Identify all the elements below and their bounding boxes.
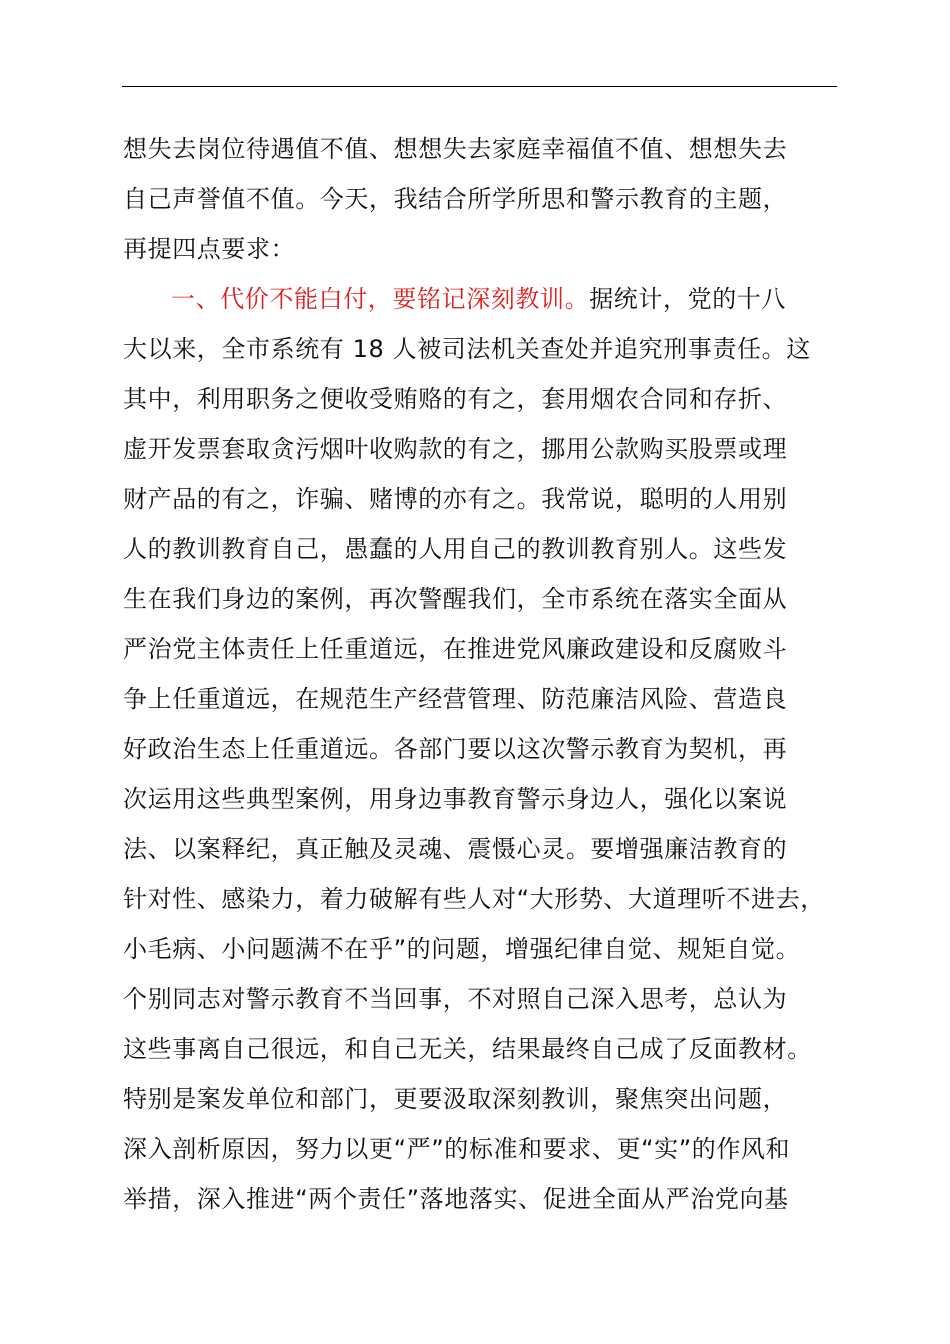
- header-rule: [122, 86, 837, 87]
- text-line-19: 这些事离自己很远，和自己无关，结果最终自己成了反面教材。: [123, 1035, 812, 1063]
- text-line-20: 特别是案发单位和部门，更要汲取深刻教训，聚焦突出问题，: [123, 1085, 788, 1113]
- text-line-11: 严治党主体责任上任重道远，在推进党风廉政建设和反腐败斗: [123, 635, 788, 663]
- text-line-2: 自己声誉值不值。今天，我结合所学所思和警示教育的主题，: [123, 185, 788, 213]
- text-line-1: 想失去岗位待遇值不值、想想失去家庭幸福值不值、想想失去: [123, 135, 788, 163]
- text-line-13: 好政治生态上任重道远。各部门要以这次警示教育为契机，再: [123, 735, 788, 763]
- text-line-15: 法、以案释纪，真正触及灵魂、震慑心灵。要增强廉洁教育的: [123, 835, 788, 863]
- text-line-21: 深入剖析原因，努力以更“严”的标准和要求、更“实”的作风和: [123, 1135, 791, 1163]
- text-line-17: 小毛病、小问题满不在乎”的问题，增强纪律自觉、规矩自觉。: [123, 935, 801, 963]
- text-line-14: 次运用这些典型案例，用身边事教育警示身边人，强化以案说: [123, 785, 788, 813]
- section-heading: 一、代价不能白付，要铭记深刻教训。: [171, 285, 590, 313]
- paragraph-first-line: [171, 284, 786, 314]
- text-line-16: 针对性、感染力，着力破解有些人对“大形势、大道理听不进去，: [123, 885, 825, 913]
- text-line-6: 其中，利用职务之便收受贿赂的有之，套用烟农合同和存折、: [123, 385, 788, 413]
- text-line-18: 个别同志对警示教育不当回事，不对照自己深入思考，总认为: [123, 985, 788, 1013]
- text-line-22: 举措，深入推进“两个责任”落地落实、促进全面从严治党向基: [123, 1185, 789, 1213]
- text-line-3: 再提四点要求：: [123, 235, 296, 263]
- text-line-5: 大以来，全市系统有 18 人被司法机关查处并追究刑事责任。这: [123, 335, 811, 363]
- text-line-4: 据统计，党的十八: [589, 285, 787, 313]
- text-line-7: 虚开发票套取贪污烟叶收购款的有之，挪用公款购买股票或理: [123, 435, 788, 463]
- text-line-9: 人的教训教育自己，愚蠢的人用自己的教训教育别人。这些发: [123, 535, 788, 563]
- text-line-12: 争上任重道远，在规范生产经营管理、防范廉洁风险、营造良: [123, 685, 788, 713]
- text-line-8: 财产品的有之，诈骗、赌博的亦有之。我常说，聪明的人用别: [123, 485, 788, 513]
- text-line-10: 生在我们身边的案例，再次警醒我们，全市系统在落实全面从: [123, 585, 788, 613]
